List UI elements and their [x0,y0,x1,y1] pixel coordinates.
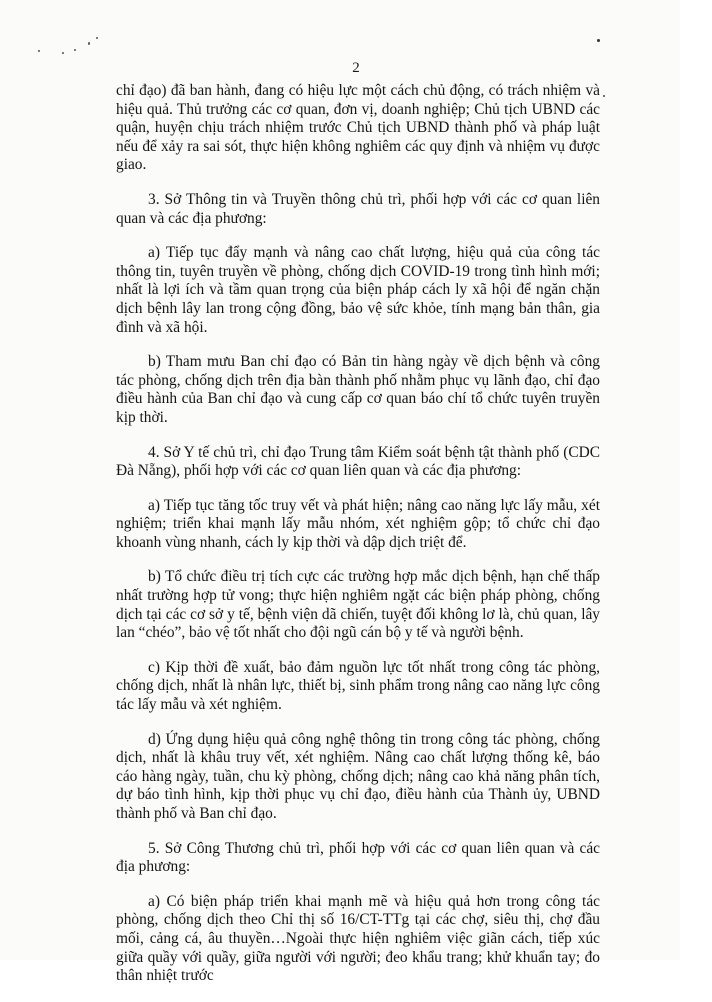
paragraph-item-4d: d) Ứng dụng hiệu quả công nghệ thông tin trong công tác phòng, chống dịch, nhất là khâu truy vết, xét nghiệm. Nâng cao chất lượng thống kê, báo cáo hàng ngày, tuần, chu kỳ phòng, chống dịch; nâng cao khả năng phân tích, dự báo tình hình, kịp thời phục vụ chỉ đạo, điều hành của Thành ủy, UBND thành phố và Ban chỉ đạo. [116,730,600,822]
scan-speck [38,50,40,52]
page-number: 2 [352,60,360,76]
paragraph-item-5: 5. Sở Công Thương chủ trì, phối hợp với các cơ quan liên quan và các địa phương: [116,839,600,876]
paragraph-item-4: 4. Sở Y tế chủ trì, chỉ đạo Trung tâm Kiểm soát bệnh tật thành phố (CDC Đà Nẵng), phối hợp với các cơ quan liên quan và các địa phương: [116,443,600,480]
paragraph-item-3b: b) Tham mưu Ban chỉ đạo có Bản tin hàng ngày về dịch bệnh và công tác phòng, chống dịch trên địa bàn thành phố nhằm phục vụ lãnh đạo, chỉ đạo điều hành của Ban chỉ đạo và cung cấp cơ quan báo chí tổ chức tuyên truyền kịp thời. [116,353,600,426]
scan-speck [597,39,600,42]
paragraph-item-5a: a) Có biện pháp triển khai mạnh mẽ và hiệu quả hơn trong công tác phòng, chống dịch theo Chỉ thị số 16/CT-TTg tại các chợ, siêu thị, chợ đầu mối, cảng cá, âu thuyền…Ngoài thực hiện nghiêm việc giãn cách, tiếp xúc giữa quầy với quầy, giữa người với người; đeo khẩu trang; khử khuẩn tay; đo thân nhiệt trước [116,892,600,985]
paragraph-item-3a: a) Tiếp tục đẩy mạnh và nâng cao chất lượng, hiệu quả của công tác thông tin, tuyên truyền về phòng, chống dịch COVID-19 trong tình hình mới; nhất là lợi ích và tầm quan trọng của biện pháp cách ly xã hội để ngăn chặn dịch bệnh lây lan trong cộng đồng, bảo vệ sức khỏe, tính mạng bản thân, gia đình và xã hội. [116,244,600,336]
scan-speck [96,37,98,39]
paragraph-item-4c: c) Kịp thời đề xuất, bảo đảm nguồn lực tốt nhất trong công tác phòng, chống dịch, nhất là nhân lực, thiết bị, sinh phẩm trong nâng cao năng lực công tác lấy mẫu và xét nghiệm. [116,658,600,714]
scan-speck [603,95,605,97]
paragraph-item-4a: a) Tiếp tục tăng tốc truy vết và phát hiện; nâng cao năng lực lấy mẫu, xét nghiệm; triển khai mạnh lấy mẫu nhóm, xét nghiệm gộp; tổ chức chỉ đạo khoanh vùng nhanh, cách ly kịp thời và dập dịch triệt để. [116,496,600,551]
paragraph-continuation: chỉ đạo) đã ban hành, đang có hiệu lực một cách chủ động, có trách nhiệm và hiệu quả. Thủ trưởng các cơ quan, đơn vị, doanh nghiệp; Chủ tịch UBND các quận, huyện chịu trách nhiệm trước Chủ tịch UBND thành phố và pháp luật nếu để xảy ra sai sót, thực hiện không nghiêm các quy định và nhiệm vụ được giao. [116,82,600,174]
paragraph-item-4b: b) Tổ chức điều trị tích cực các trường hợp mắc dịch bệnh, hạn chế thấp nhất trường hợp tử vong; thực hiện nghiêm ngặt các biện pháp phòng, chống dịch tại các cơ sở y tế, bệnh viện dã chiến, tuyệt đối không lơ là, chủ quan, lây lan “chéo”, bảo vệ tốt nhất cho đội ngũ cán bộ y tế và người bệnh. [116,568,600,642]
scan-speck [74,49,76,51]
document-body [116,82,600,1002]
scan-speck [88,42,90,45]
scan-speck [62,52,64,54]
paragraph-item-3: 3. Sở Thông tin và Truyền thông chủ trì, phối hợp với các cơ quan liên quan và các địa phương: [116,190,600,227]
